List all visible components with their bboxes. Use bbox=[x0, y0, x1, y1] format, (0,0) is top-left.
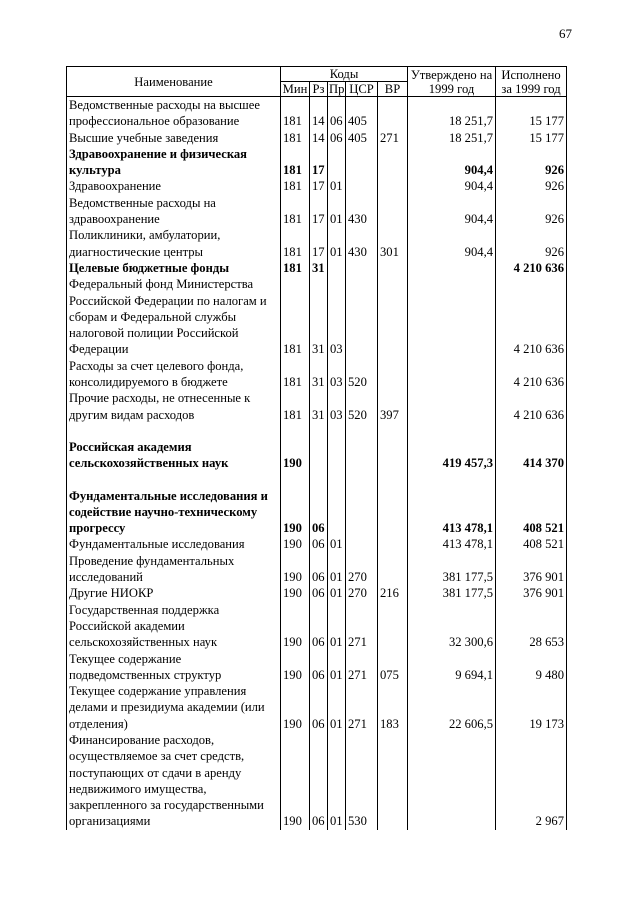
cell-pr bbox=[328, 488, 346, 537]
spacer-cell bbox=[378, 423, 408, 439]
header-name: Наименование bbox=[67, 67, 281, 97]
cell-vr bbox=[378, 260, 408, 276]
table-row bbox=[67, 227, 567, 260]
cell-min: 181 bbox=[281, 358, 310, 391]
cell-name: Прочие расходы, не отнесенные к другим видам расходов bbox=[67, 390, 281, 423]
cell-vr bbox=[378, 536, 408, 552]
cell-name: Проведение фундаментальных исследований bbox=[67, 553, 281, 586]
cell-approved bbox=[408, 732, 496, 830]
cell-csr bbox=[346, 276, 378, 357]
table-row bbox=[67, 651, 567, 684]
cell-csr: 270 bbox=[346, 585, 378, 601]
table-row bbox=[67, 276, 567, 357]
cell-vr: 216 bbox=[378, 585, 408, 601]
table-row bbox=[67, 130, 567, 146]
cell-executed: 28 653 bbox=[496, 602, 567, 651]
cell-rz: 06 bbox=[310, 602, 328, 651]
cell-min: 190 bbox=[281, 732, 310, 830]
spacer-cell bbox=[408, 472, 496, 488]
cell-executed: 376 901 bbox=[496, 585, 567, 601]
cell-rz: 31 bbox=[310, 358, 328, 391]
cell-csr bbox=[346, 146, 378, 179]
table-row bbox=[67, 439, 567, 472]
spacer-cell bbox=[346, 423, 378, 439]
cell-executed: 926 bbox=[496, 146, 567, 179]
cell-csr: 405 bbox=[346, 97, 378, 130]
cell-csr bbox=[346, 439, 378, 472]
cell-executed: 15 177 bbox=[496, 130, 567, 146]
table-row bbox=[67, 536, 567, 552]
cell-name: Другие НИОКР bbox=[67, 585, 281, 601]
table-row bbox=[67, 683, 567, 732]
cell-min: 190 bbox=[281, 439, 310, 472]
cell-pr: 03 bbox=[328, 390, 346, 423]
cell-executed: 414 370 bbox=[496, 439, 567, 472]
spacer-cell bbox=[67, 472, 281, 488]
cell-name: Расходы за счет целевого фонда, консолидируемого в бюджете bbox=[67, 358, 281, 391]
cell-vr: 183 bbox=[378, 683, 408, 732]
cell-min: 181 bbox=[281, 178, 310, 194]
cell-csr: 520 bbox=[346, 390, 378, 423]
cell-approved: 413 478,1 bbox=[408, 488, 496, 537]
spacer-cell bbox=[496, 423, 567, 439]
cell-csr: 405 bbox=[346, 130, 378, 146]
cell-name: Фундаментальные исследования bbox=[67, 536, 281, 552]
cell-rz bbox=[310, 439, 328, 472]
cell-approved: 904,4 bbox=[408, 227, 496, 260]
cell-executed: 926 bbox=[496, 178, 567, 194]
cell-rz: 17 bbox=[310, 227, 328, 260]
cell-vr bbox=[378, 97, 408, 130]
cell-rz: 17 bbox=[310, 178, 328, 194]
page-number: 67 bbox=[559, 26, 572, 41]
table-body bbox=[67, 97, 567, 830]
spacer-row bbox=[67, 472, 567, 488]
cell-pr bbox=[328, 439, 346, 472]
cell-pr: 01 bbox=[328, 602, 346, 651]
cell-name: Текущее содержание подведомственных структур bbox=[67, 651, 281, 684]
cell-executed: 15 177 bbox=[496, 97, 567, 130]
cell-min: 181 bbox=[281, 390, 310, 423]
cell-approved: 18 251,7 bbox=[408, 97, 496, 130]
cell-pr: 03 bbox=[328, 276, 346, 357]
cell-approved: 18 251,7 bbox=[408, 130, 496, 146]
cell-csr: 430 bbox=[346, 227, 378, 260]
cell-approved: 9 694,1 bbox=[408, 651, 496, 684]
cell-executed: 4 210 636 bbox=[496, 260, 567, 276]
cell-approved: 904,4 bbox=[408, 146, 496, 179]
cell-executed: 9 480 bbox=[496, 651, 567, 684]
spacer-cell bbox=[281, 472, 310, 488]
table-row bbox=[67, 97, 567, 130]
cell-csr bbox=[346, 260, 378, 276]
cell-min: 190 bbox=[281, 553, 310, 586]
cell-executed: 926 bbox=[496, 227, 567, 260]
cell-rz: 06 bbox=[310, 651, 328, 684]
cell-vr: 301 bbox=[378, 227, 408, 260]
cell-approved: 904,4 bbox=[408, 178, 496, 194]
cell-csr: 430 bbox=[346, 195, 378, 228]
cell-rz: 06 bbox=[310, 553, 328, 586]
cell-executed: 4 210 636 bbox=[496, 358, 567, 391]
cell-pr: 01 bbox=[328, 651, 346, 684]
cell-rz: 06 bbox=[310, 683, 328, 732]
header-approved: Утверждено на 1999 год bbox=[408, 67, 496, 97]
cell-csr: 270 bbox=[346, 553, 378, 586]
cell-min: 181 bbox=[281, 130, 310, 146]
header-csr: ЦСР bbox=[346, 82, 378, 97]
table-row bbox=[67, 178, 567, 194]
spacer-cell bbox=[67, 423, 281, 439]
cell-approved: 381 177,5 bbox=[408, 553, 496, 586]
cell-rz: 14 bbox=[310, 97, 328, 130]
cell-vr bbox=[378, 732, 408, 830]
cell-rz: 31 bbox=[310, 276, 328, 357]
cell-pr: 06 bbox=[328, 97, 346, 130]
cell-min: 190 bbox=[281, 536, 310, 552]
spacer-row bbox=[67, 423, 567, 439]
cell-csr bbox=[346, 178, 378, 194]
spacer-cell bbox=[328, 472, 346, 488]
cell-name: Здравоохранение bbox=[67, 178, 281, 194]
header-vr: ВР bbox=[378, 82, 408, 97]
cell-executed: 19 173 bbox=[496, 683, 567, 732]
cell-approved bbox=[408, 276, 496, 357]
cell-executed: 2 967 bbox=[496, 732, 567, 830]
cell-name: Государственная поддержка Российской академии сельскохозяйственных наук bbox=[67, 602, 281, 651]
cell-name: Фундаментальные исследования и содействие научно-техническому прогрессу bbox=[67, 488, 281, 537]
table-row bbox=[67, 146, 567, 179]
cell-pr: 01 bbox=[328, 585, 346, 601]
cell-approved bbox=[408, 390, 496, 423]
cell-rz: 06 bbox=[310, 488, 328, 537]
cell-rz: 17 bbox=[310, 195, 328, 228]
cell-pr: 01 bbox=[328, 683, 346, 732]
cell-name: Высшие учебные заведения bbox=[67, 130, 281, 146]
table-row bbox=[67, 390, 567, 423]
cell-vr bbox=[378, 195, 408, 228]
cell-vr bbox=[378, 358, 408, 391]
header-rz: Рз bbox=[310, 82, 328, 97]
cell-min: 190 bbox=[281, 585, 310, 601]
cell-approved: 419 457,3 bbox=[408, 439, 496, 472]
cell-min: 181 bbox=[281, 227, 310, 260]
cell-min: 181 bbox=[281, 97, 310, 130]
cell-csr: 520 bbox=[346, 358, 378, 391]
cell-min: 190 bbox=[281, 488, 310, 537]
table-row bbox=[67, 553, 567, 586]
cell-pr: 01 bbox=[328, 178, 346, 194]
spacer-cell bbox=[378, 472, 408, 488]
table-row bbox=[67, 585, 567, 601]
cell-rz: 06 bbox=[310, 585, 328, 601]
spacer-cell bbox=[310, 472, 328, 488]
cell-min: 190 bbox=[281, 602, 310, 651]
table-row bbox=[67, 488, 567, 537]
cell-rz: 17 bbox=[310, 146, 328, 179]
table-row bbox=[67, 260, 567, 276]
table-row bbox=[67, 358, 567, 391]
cell-pr: 01 bbox=[328, 227, 346, 260]
cell-vr bbox=[378, 602, 408, 651]
spacer-cell bbox=[328, 423, 346, 439]
cell-executed: 408 521 bbox=[496, 536, 567, 552]
header-codes: Коды bbox=[281, 67, 408, 82]
cell-csr: 271 bbox=[346, 651, 378, 684]
table-row bbox=[67, 195, 567, 228]
cell-name: Федеральный фонд Министерства Российской Федерации по налогам и сборам и Федеральной службы налоговой полиции Российской Федерации bbox=[67, 276, 281, 357]
cell-approved: 413 478,1 bbox=[408, 536, 496, 552]
cell-min: 181 bbox=[281, 146, 310, 179]
header-pr: Пр bbox=[329, 82, 345, 96]
cell-min: 190 bbox=[281, 683, 310, 732]
cell-executed: 926 bbox=[496, 195, 567, 228]
cell-name: Текущее содержание управления делами и президиума академии (или отделения) bbox=[67, 683, 281, 732]
cell-csr: 271 bbox=[346, 602, 378, 651]
cell-vr bbox=[378, 553, 408, 586]
cell-approved: 22 606,5 bbox=[408, 683, 496, 732]
cell-vr bbox=[378, 439, 408, 472]
cell-name: Здравоохранение и физическая культура bbox=[67, 146, 281, 179]
cell-min: 190 bbox=[281, 651, 310, 684]
cell-pr bbox=[328, 260, 346, 276]
cell-vr: 271 bbox=[378, 130, 408, 146]
cell-pr: 01 bbox=[328, 536, 346, 552]
cell-csr: 530 bbox=[346, 732, 378, 830]
table-row bbox=[67, 732, 567, 830]
cell-pr bbox=[328, 146, 346, 179]
cell-min: 181 bbox=[281, 260, 310, 276]
cell-vr bbox=[378, 276, 408, 357]
cell-rz: 31 bbox=[310, 390, 328, 423]
spacer-cell bbox=[496, 472, 567, 488]
cell-pr: 01 bbox=[328, 553, 346, 586]
cell-executed: 4 210 636 bbox=[496, 390, 567, 423]
cell-csr: 271 bbox=[346, 683, 378, 732]
cell-executed: 376 901 bbox=[496, 553, 567, 586]
cell-vr bbox=[378, 178, 408, 194]
table-header bbox=[67, 67, 567, 97]
cell-rz: 06 bbox=[310, 536, 328, 552]
cell-vr: 075 bbox=[378, 651, 408, 684]
cell-approved: 381 177,5 bbox=[408, 585, 496, 601]
cell-rz: 31 bbox=[310, 260, 328, 276]
cell-approved: 904,4 bbox=[408, 195, 496, 228]
cell-name: Финансирование расходов, осуществляемое за счет средств, поступающих от сдачи в аренду недвижимого имущества, закрепленного за государственными организациями bbox=[67, 732, 281, 830]
cell-approved bbox=[408, 358, 496, 391]
header-min: Мин bbox=[281, 82, 310, 97]
cell-pr: 03 bbox=[328, 358, 346, 391]
cell-name: Ведомственные расходы на здравоохранение bbox=[67, 195, 281, 228]
cell-csr bbox=[346, 488, 378, 537]
cell-rz: 06 bbox=[310, 732, 328, 830]
cell-approved: 32 300,6 bbox=[408, 602, 496, 651]
cell-executed: 408 521 bbox=[496, 488, 567, 537]
cell-name: Целевые бюджетные фонды bbox=[67, 260, 281, 276]
cell-vr bbox=[378, 488, 408, 537]
spacer-cell bbox=[408, 423, 496, 439]
cell-pr: 06 bbox=[328, 130, 346, 146]
table-row bbox=[67, 602, 567, 651]
cell-pr: 01 bbox=[328, 195, 346, 228]
cell-vr: 397 bbox=[378, 390, 408, 423]
spacer-cell bbox=[346, 472, 378, 488]
cell-pr: 01 bbox=[328, 732, 346, 830]
cell-min: 181 bbox=[281, 195, 310, 228]
cell-approved bbox=[408, 260, 496, 276]
cell-vr bbox=[378, 146, 408, 179]
cell-name: Поликлиники, амбулатории, диагностические центры bbox=[67, 227, 281, 260]
header-executed: Исполнено за 1999 год bbox=[496, 67, 567, 97]
cell-executed: 4 210 636 bbox=[496, 276, 567, 357]
cell-name: Российская академия сельскохозяйственных наук bbox=[67, 439, 281, 472]
cell-name: Ведомственные расходы на высшее профессиональное образование bbox=[67, 97, 281, 130]
cell-min: 181 bbox=[281, 276, 310, 357]
budget-table bbox=[66, 66, 567, 830]
spacer-cell bbox=[281, 423, 310, 439]
cell-csr bbox=[346, 536, 378, 552]
spacer-cell bbox=[310, 423, 328, 439]
cell-rz: 14 bbox=[310, 130, 328, 146]
